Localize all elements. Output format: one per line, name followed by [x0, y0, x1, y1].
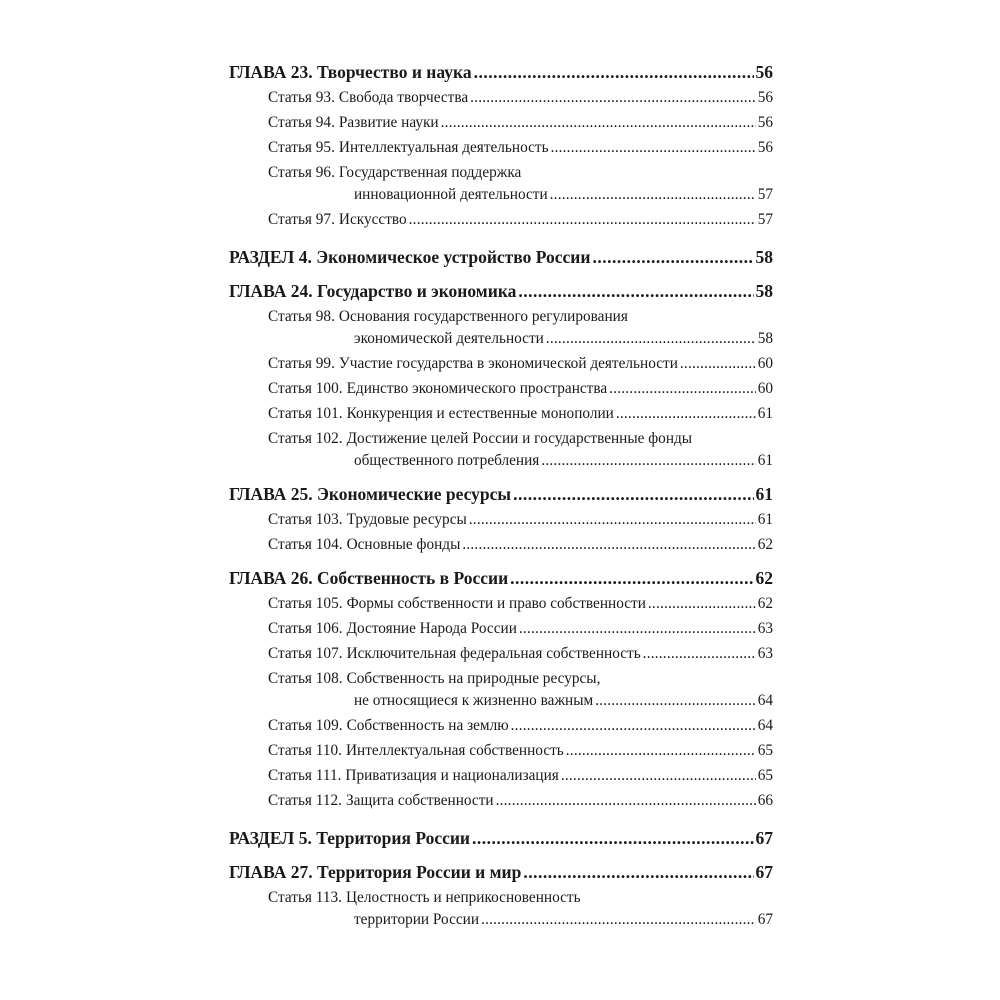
leader-dots — [609, 378, 756, 400]
toc-article-111[interactable] — [229, 765, 773, 787]
article-title-line1: Целостность и неприкосновенность — [346, 889, 581, 906]
leader-dots — [550, 184, 756, 206]
leader-dots — [616, 403, 756, 425]
article-title: Единство экономического пространства — [346, 380, 608, 397]
page-number: 67 — [757, 911, 773, 928]
toc-section-4[interactable] — [229, 245, 773, 269]
article-title-line2: инновационной деятельности — [354, 186, 548, 203]
leader-dots — [441, 112, 756, 134]
leader-dots — [523, 860, 753, 884]
leader-dots — [680, 353, 756, 375]
toc-article-108[interactable] — [229, 668, 773, 712]
leader-dots — [511, 715, 756, 737]
chapter-title: ГЛАВА 26. Собственность в России — [229, 568, 509, 588]
article-title: Защита собственности — [346, 792, 494, 809]
page-number: 67 — [755, 862, 773, 882]
page-number: 64 — [757, 692, 773, 709]
article-title-line2: не относящиеся к жизненно важным — [354, 692, 594, 709]
article-number: Статья 112. — [268, 792, 342, 809]
page-number: 60 — [757, 380, 773, 397]
article-title: Развитие науки — [338, 114, 439, 131]
page-number: 62 — [757, 595, 773, 612]
toc-article-97[interactable] — [229, 209, 773, 231]
toc-article-96[interactable] — [229, 162, 773, 206]
toc-article-98[interactable] — [229, 306, 773, 350]
article-number: Статья 99. — [268, 355, 335, 372]
article-title-line1: Основания государственного регулирования — [338, 308, 628, 325]
toc-chapter-26[interactable] — [229, 566, 773, 590]
article-number: Статья 103. — [268, 511, 343, 528]
article-title: Искусство — [338, 211, 407, 228]
article-title-line2: территории России — [354, 911, 480, 928]
page-number: 56 — [755, 62, 773, 82]
page-number: 62 — [755, 568, 773, 588]
table-of-contents — [229, 60, 773, 931]
leader-dots — [510, 566, 753, 590]
page-number: 56 — [757, 139, 773, 156]
article-title: Трудовые ресурсы — [346, 511, 467, 528]
toc-article-110[interactable] — [229, 740, 773, 762]
toc-article-104[interactable] — [229, 534, 773, 556]
article-number: Статья 110. — [268, 742, 342, 759]
article-number: Статья 98. — [268, 308, 335, 325]
article-number: Статья 102. — [268, 430, 343, 447]
page-number: 65 — [757, 742, 773, 759]
page-number: 63 — [757, 645, 773, 662]
toc-article-101[interactable] — [229, 403, 773, 425]
page-number: 61 — [757, 511, 773, 528]
article-title: Интеллектуальная собственность — [346, 742, 564, 759]
toc-chapter-25[interactable] — [229, 482, 773, 506]
chapter-title: ГЛАВА 25. Экономические ресурсы — [229, 484, 512, 504]
leader-dots — [648, 593, 756, 615]
page-number: 57 — [757, 211, 773, 228]
article-title: Достояние Народа России — [346, 620, 517, 637]
page-number: 63 — [757, 620, 773, 637]
article-number: Статья 111. — [268, 767, 342, 784]
leader-dots — [595, 690, 756, 712]
toc-chapter-24[interactable] — [229, 279, 773, 303]
article-title: Основные фонды — [346, 536, 461, 553]
page-number: 56 — [757, 89, 773, 106]
leader-dots — [470, 87, 756, 109]
page-number: 61 — [757, 405, 773, 422]
section-title: РАЗДЕЛ 4. Экономическое устройство России — [229, 247, 591, 267]
article-number: Статья 95. — [268, 139, 335, 156]
page-number: 67 — [755, 828, 773, 848]
leader-dots — [566, 740, 756, 762]
article-title: Формы собственности и право собственности — [346, 595, 646, 612]
page-number: 58 — [757, 330, 773, 347]
toc-chapter-23[interactable] — [229, 60, 773, 84]
toc-article-106[interactable] — [229, 618, 773, 640]
page-number: 60 — [757, 355, 773, 372]
article-title-line1: Достижение целей России и государственные фонды — [346, 430, 693, 447]
leader-dots — [462, 534, 755, 556]
toc-article-102[interactable] — [229, 428, 773, 472]
article-title: Исключительная федеральная собственность — [346, 645, 641, 662]
article-title-line1: Собственность на природные ресурсы, — [346, 670, 601, 687]
page-number: 57 — [757, 186, 773, 203]
page-number: 61 — [757, 452, 773, 469]
page-number: 61 — [755, 484, 773, 504]
leader-dots — [469, 509, 756, 531]
page-number: 58 — [755, 281, 773, 301]
article-number: Статья 94. — [268, 114, 335, 131]
toc-article-112[interactable] — [229, 790, 773, 812]
section-title: РАЗДЕЛ 5. Территория России — [229, 828, 471, 848]
article-number: Статья 101. — [268, 405, 343, 422]
chapter-title: ГЛАВА 23. Творчество и наука — [229, 62, 472, 82]
article-title: Собственность на землю — [346, 717, 509, 734]
article-title-line2: общественного потребления — [354, 452, 540, 469]
leader-dots — [592, 245, 753, 269]
article-title-line1: Государственная поддержка — [338, 164, 522, 181]
article-number: Статья 113. — [268, 889, 342, 906]
toc-article-94[interactable] — [229, 112, 773, 134]
leader-dots — [496, 790, 756, 812]
article-number: Статья 104. — [268, 536, 343, 553]
article-title: Участие государства в экономической деятельности — [338, 355, 678, 372]
toc-chapter-27[interactable] — [229, 860, 773, 884]
leader-dots — [561, 765, 756, 787]
article-number: Статья 107. — [268, 645, 343, 662]
toc-article-113[interactable] — [229, 887, 773, 931]
leader-dots — [409, 209, 756, 231]
article-number: Статья 106. — [268, 620, 343, 637]
article-number: Статья 100. — [268, 380, 343, 397]
leader-dots — [474, 60, 754, 84]
leader-dots — [481, 909, 756, 931]
article-number: Статья 105. — [268, 595, 343, 612]
page-number: 58 — [755, 247, 773, 267]
article-number: Статья 93. — [268, 89, 335, 106]
chapter-title: ГЛАВА 24. Государство и экономика — [229, 281, 517, 301]
toc-article-107[interactable] — [229, 643, 773, 665]
page-number: 56 — [757, 114, 773, 131]
article-title: Интеллектуальная деятельность — [338, 139, 549, 156]
leader-dots — [518, 279, 753, 303]
article-number: Статья 97. — [268, 211, 335, 228]
leader-dots — [513, 482, 753, 506]
page-number: 66 — [757, 792, 773, 809]
article-title-line2: экономической деятельности — [354, 330, 544, 347]
chapter-title: ГЛАВА 27. Территория России и мир — [229, 862, 522, 882]
article-title: Свобода творчества — [338, 89, 469, 106]
article-number: Статья 96. — [268, 164, 335, 181]
toc-article-99[interactable] — [229, 353, 773, 375]
page-number: 64 — [757, 717, 773, 734]
toc-article-103[interactable] — [229, 509, 773, 531]
article-number: Статья 108. — [268, 670, 343, 687]
leader-dots — [551, 137, 756, 159]
toc-article-95[interactable] — [229, 137, 773, 159]
leader-dots — [546, 328, 756, 350]
page-number: 65 — [757, 767, 773, 784]
leader-dots — [643, 643, 756, 665]
leader-dots — [472, 826, 753, 850]
toc-article-105[interactable] — [229, 593, 773, 615]
article-title: Приватизация и национализация — [345, 767, 559, 784]
toc-article-100[interactable] — [229, 378, 773, 400]
page-number: 62 — [757, 536, 773, 553]
leader-dots — [541, 450, 755, 472]
toc-article-109[interactable] — [229, 715, 773, 737]
toc-section-5[interactable] — [229, 826, 773, 850]
article-number: Статья 109. — [268, 717, 343, 734]
toc-article-93[interactable] — [229, 87, 773, 109]
article-title: Конкуренция и естественные монополии — [346, 405, 614, 422]
leader-dots — [519, 618, 756, 640]
